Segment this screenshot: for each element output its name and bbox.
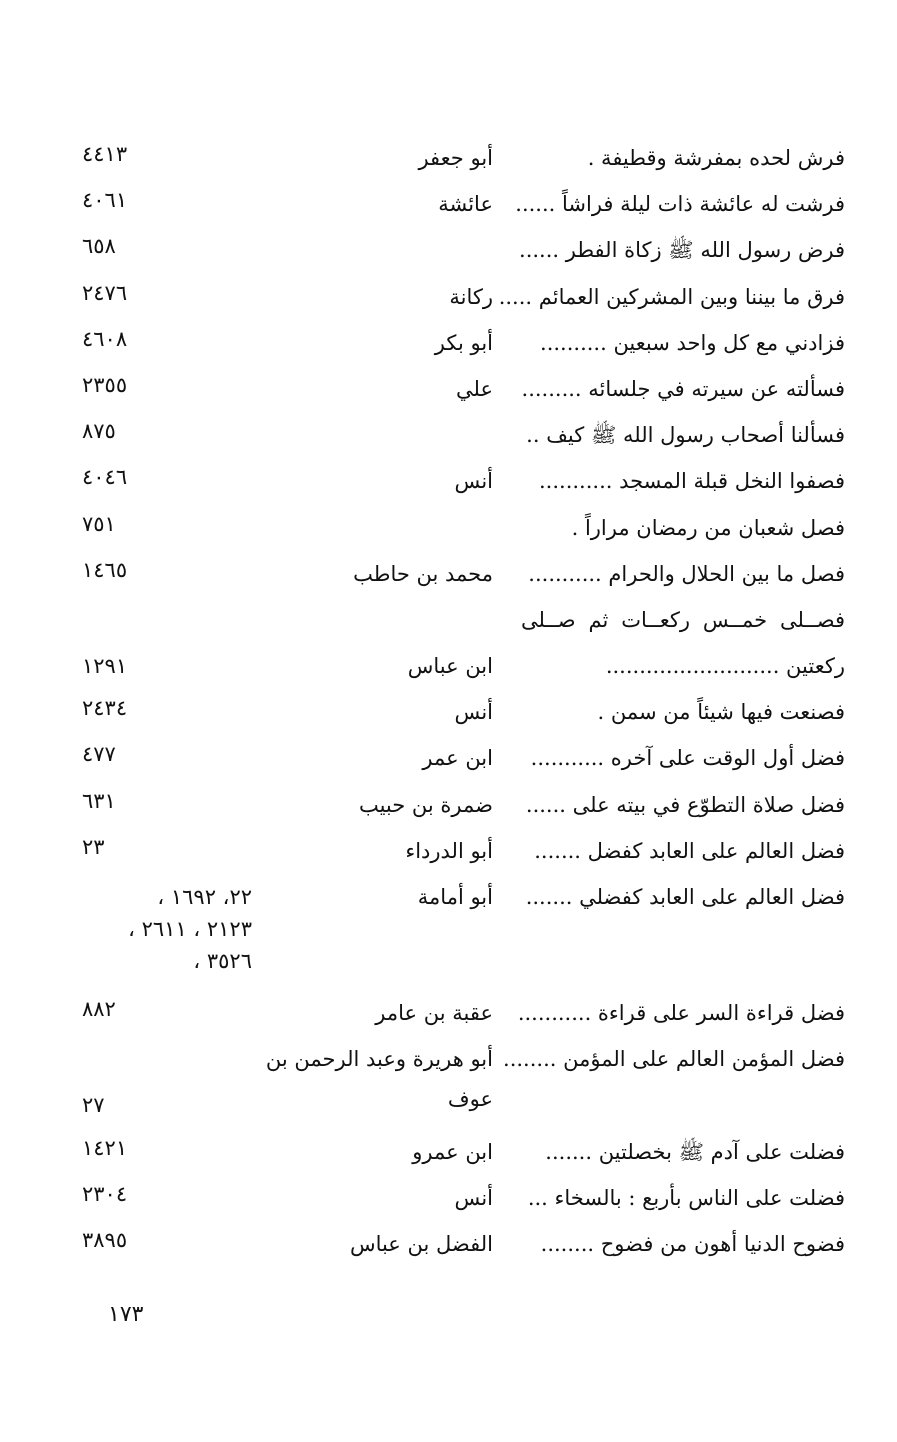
index-row — [0, 277, 897, 323]
hadith-text: فضل العالم على العابد كفضل ....... — [534, 838, 845, 863]
index-row — [0, 461, 897, 507]
index-row — [0, 785, 897, 831]
narrator: عائشة — [438, 192, 493, 217]
hadith-text: فرق ما بيننا وبين المشركين العمائم ..... — [498, 284, 845, 309]
hadith-number: ٢٣٠٤ — [82, 1181, 128, 1206]
hadith-number: ٣٥٢٦ ، — [193, 949, 252, 974]
hadith-number: ٢٣ — [82, 834, 105, 859]
index-row — [0, 993, 897, 1039]
index-row — [0, 600, 897, 692]
narrator: ركانة — [449, 284, 493, 309]
hadith-text: فضلت على آدم ﷺ بخصلتين ....... — [545, 1139, 845, 1164]
index-row — [0, 738, 897, 784]
hadith-text: فرض رسول الله ﷺ زكاة الفطر ...... — [519, 238, 845, 263]
hadith-number: ٦٣١ — [82, 788, 116, 813]
hadith-text-continued: ركعتين .......................... — [605, 653, 845, 678]
index-row — [0, 323, 897, 369]
hadith-number: ٤٧٧ — [82, 742, 116, 767]
hadith-number: ٢٢، ١٦٩٢ ، — [157, 885, 252, 910]
hadith-text: فصفوا النخل قبلة المسجد ........... — [539, 469, 845, 494]
narrator: ابن عمرو — [412, 1139, 493, 1164]
hadith-number: ٤٠٦١ — [82, 188, 128, 213]
hadith-text: فصل ما بين الحلال والحرام ........... — [528, 561, 845, 586]
index-row — [0, 415, 897, 461]
hadith-number: ٢٣٥٥ — [82, 372, 128, 397]
hadith-number: ٤٠٤٦ — [82, 465, 128, 490]
hadith-number: ٦٥٨ — [82, 234, 116, 259]
hadith-number: ٨٧٥ — [82, 419, 116, 444]
hadith-number: ٢٤٣٤ — [82, 696, 128, 721]
index-row — [0, 230, 897, 276]
hadith-text: فضوح الدنيا أهون من فضوح ........ — [540, 1231, 845, 1256]
narrator: أبو جعفر — [418, 146, 493, 170]
index-row — [0, 508, 897, 554]
narrator: محمد بن حاطب — [353, 561, 493, 586]
index-row — [0, 138, 897, 184]
hadith-text: فصــلى خمــس ركعــات ثم صــلى — [521, 607, 845, 632]
hadith-text: فسألته عن سيرته في جلسائه ......... — [521, 376, 845, 401]
hadith-text: فضلت على الناس بأربع : بالسخاء ... — [527, 1185, 845, 1210]
hadith-text: فصل شعبان من رمضان مراراً . — [571, 515, 845, 540]
hadith-text: فضل قراءة السر على قراءة ........... — [517, 1001, 845, 1026]
hadith-number: ٧٥١ — [82, 511, 116, 536]
index-row — [0, 1178, 897, 1224]
narrator: ضمرة بن حبيب — [358, 792, 493, 817]
hadith-text: فضل أول الوقت على آخره ........... — [530, 746, 845, 771]
hadith-number: ١٤٢١ — [82, 1135, 128, 1160]
index-row — [0, 184, 897, 230]
hadith-text: فصنعت فيها شيئاً من سمن . — [597, 700, 845, 725]
narrator: أبو أمامة — [417, 885, 493, 910]
hadith-text: فرش لحده بمفرشة وقطيفة . — [587, 146, 845, 170]
index-row — [0, 831, 897, 877]
hadith-number: ١٤٦٥ — [82, 557, 128, 582]
index-row — [0, 1132, 897, 1178]
narrator: علي — [456, 376, 493, 401]
index-row — [0, 1039, 897, 1131]
narrator: أبو هريرة وعبد الرحمن بن عوف — [265, 1047, 493, 1112]
narrator: أنس — [454, 700, 493, 725]
hadith-text: فسألنا أصحاب رسول الله ﷺ كيف .. — [526, 423, 845, 448]
hadith-text: فضل المؤمن العالم على المؤمن ........ — [503, 1047, 845, 1072]
index-row — [0, 1224, 897, 1270]
hadith-number: ٨٨٢ — [82, 997, 116, 1022]
narrator: ابن عمر — [422, 746, 493, 771]
hadith-text: فرشت له عائشة ذات ليلة فراشاً ...... — [515, 192, 845, 217]
hadith-number: ٢٤٧٦ — [82, 280, 128, 305]
hadith-number: ٤٤١٣ — [82, 142, 128, 166]
hadith-text: فضل صلاة التطوّع في بيته على ...... — [525, 792, 845, 817]
hadith-number: ٢٧ — [82, 1093, 105, 1118]
page-number: ١٧٣ — [108, 1302, 144, 1327]
narrator: أبو بكر — [434, 330, 493, 355]
hadith-text: فضل العالم على العابد كفضلي ....... — [525, 885, 845, 910]
narrator: أنس — [454, 469, 493, 494]
narrator: أبو الدرداء — [405, 838, 493, 863]
hadith-number: ٤٦٠٨ — [82, 326, 128, 351]
index-table — [0, 138, 897, 1270]
hadith-number: ١٢٩١ — [82, 653, 128, 678]
narrator: ابن عباس — [407, 653, 493, 678]
index-row — [0, 877, 897, 993]
hadith-text: فزادني مع كل واحد سبعين .......... — [540, 330, 845, 355]
hadith-number: ٢١٢٣ ، ٢٦١١ ، — [128, 917, 252, 942]
narrator: عقبة بن عامر — [375, 1001, 493, 1026]
index-row — [0, 554, 897, 600]
narrator: أنس — [454, 1185, 493, 1210]
narrator: الفضل بن عباس — [349, 1231, 493, 1256]
hadith-number: ٣٨٩٥ — [82, 1227, 128, 1252]
index-row — [0, 369, 897, 415]
index-row — [0, 692, 897, 738]
